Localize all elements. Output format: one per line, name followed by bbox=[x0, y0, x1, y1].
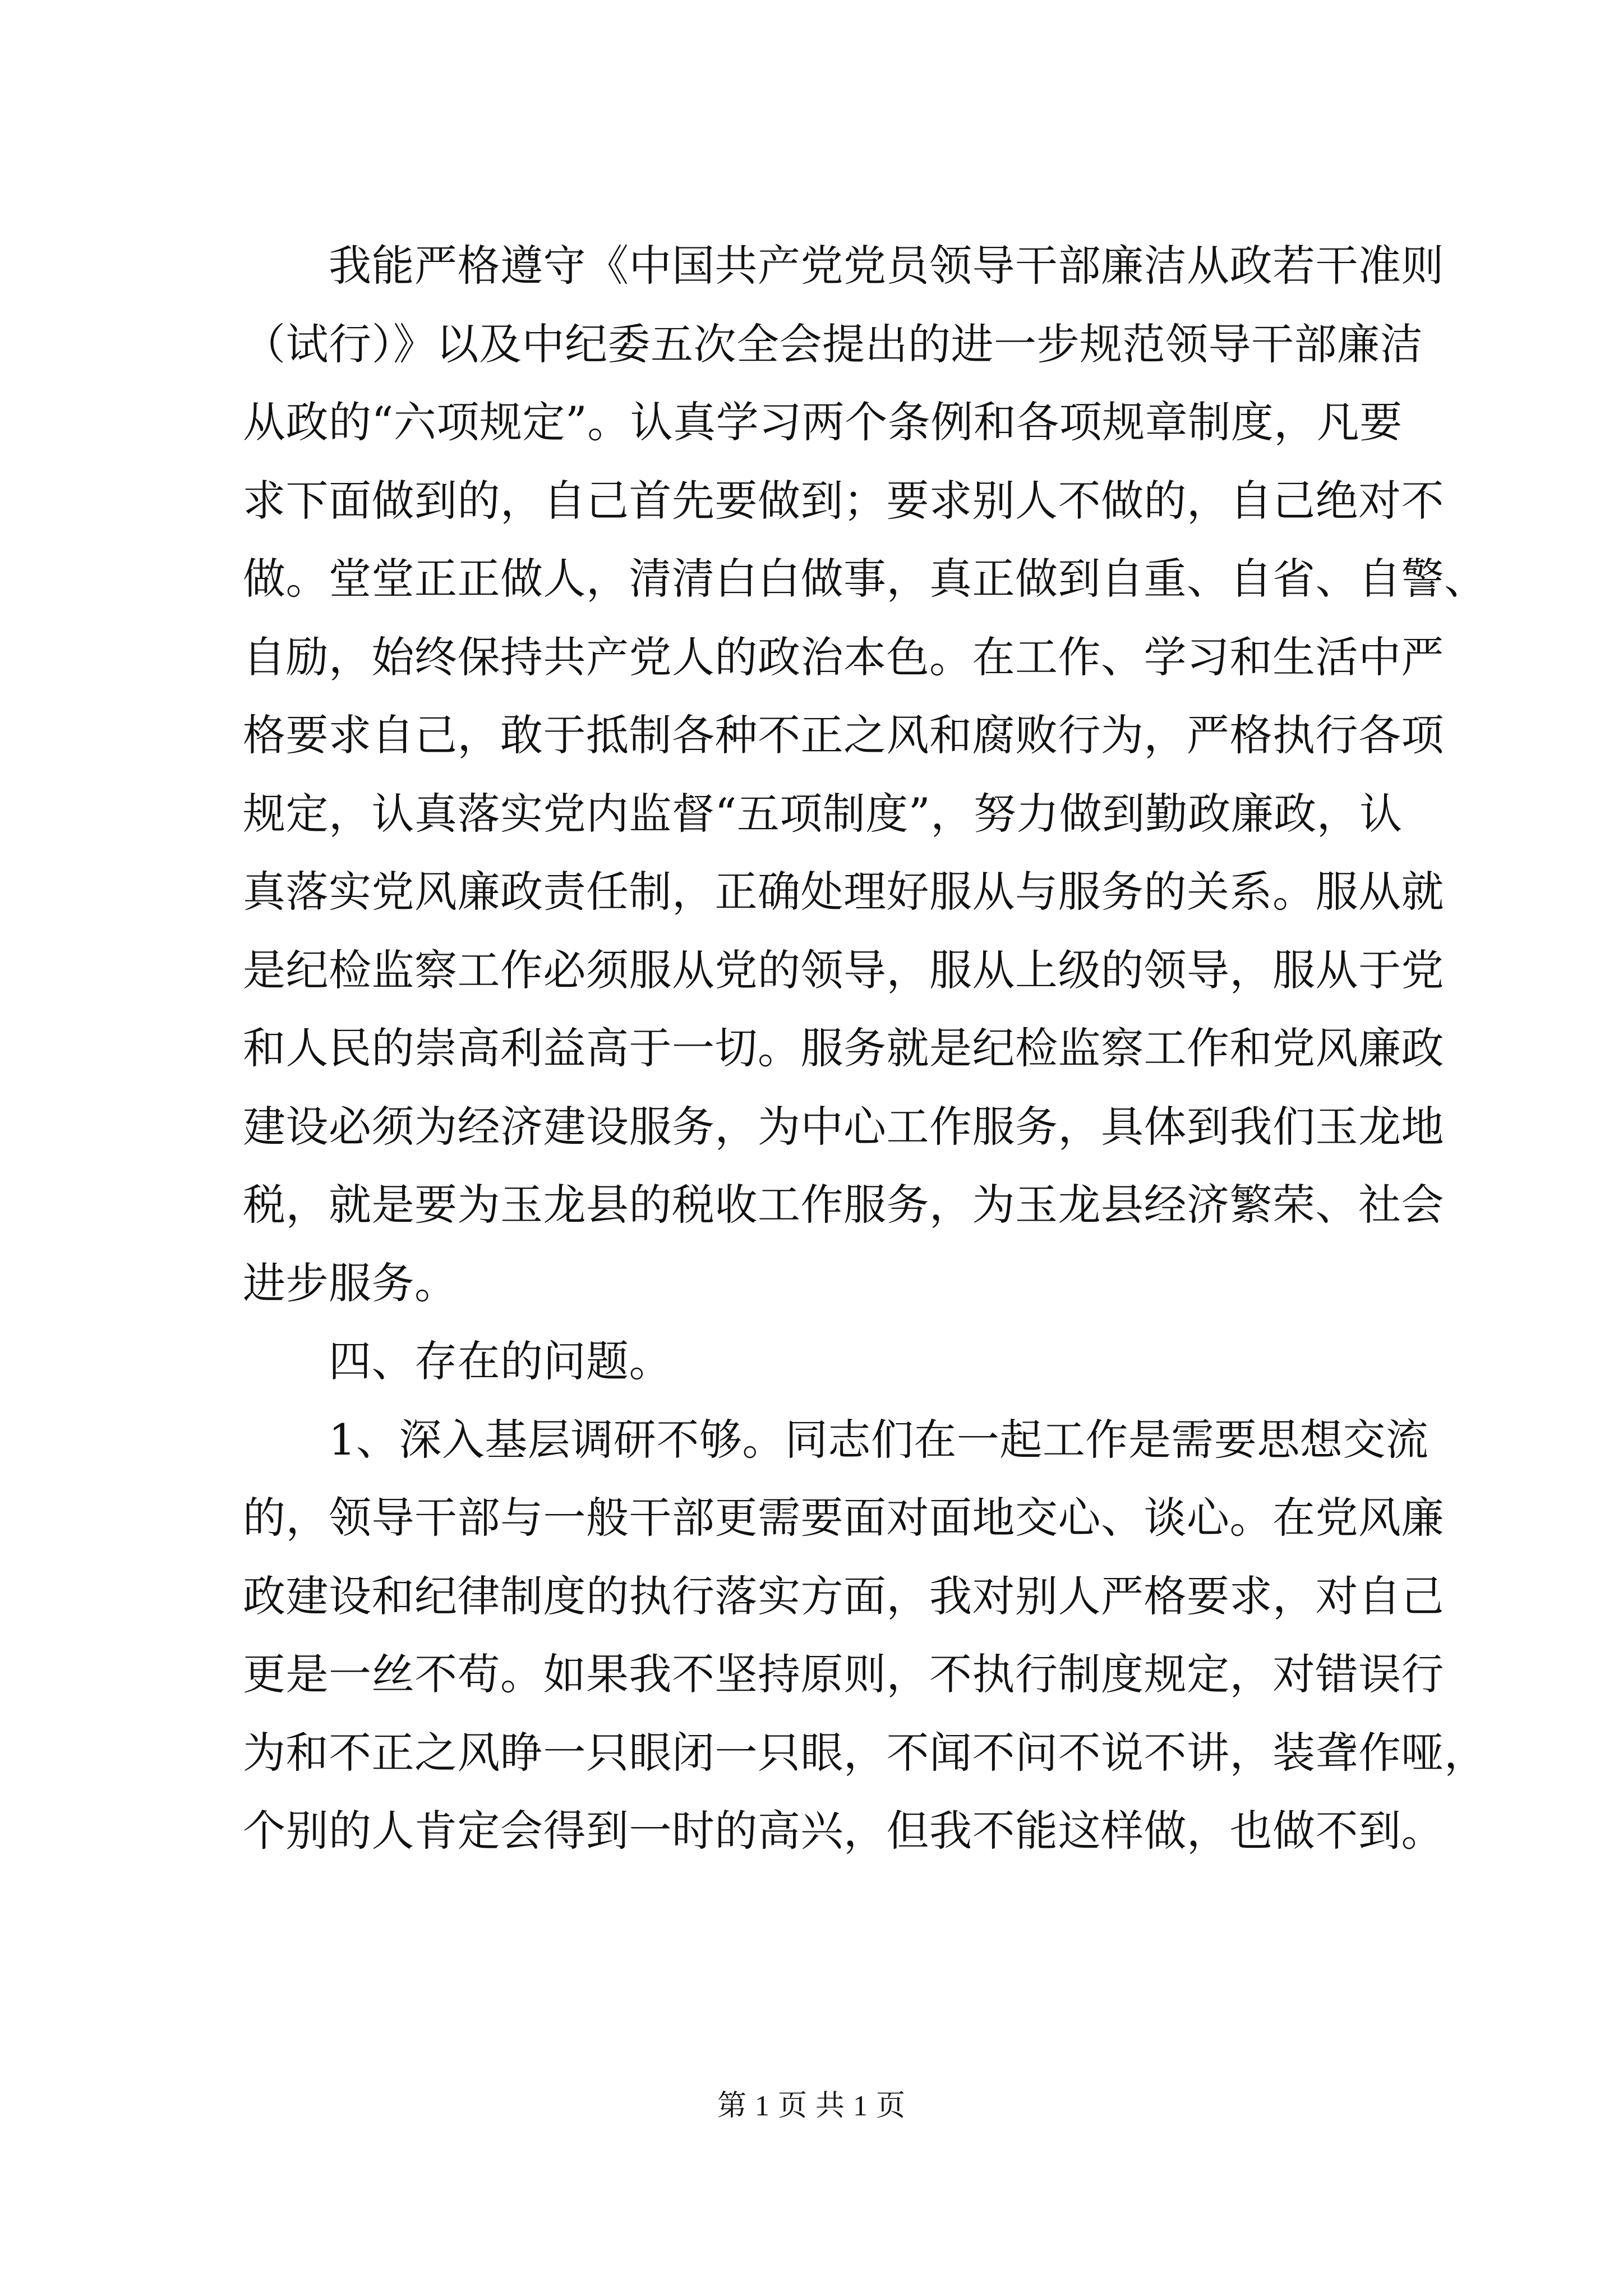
text-line: 政建设和纪律制度的执行落实方面，我对别人严格要求，对自己 bbox=[243, 1571, 1444, 1621]
page-number-footer: 第 1 页 共 1 页 bbox=[717, 2090, 906, 2122]
text-line: 个别的人肯定会得到一时的高兴，但我不能这样做，也做不到。 bbox=[243, 1806, 1444, 1856]
text-line: 从政的“六项规定”。认真学习两个条例和各项规章制度，凡要 bbox=[243, 397, 1403, 447]
text-line: 求下面做到的，自己首先要做到；要求别人不做的，自己绝对不 bbox=[243, 475, 1444, 526]
text-line: 进步服务。 bbox=[243, 1258, 458, 1308]
text-line: 是纪检监察工作必须服从党的领导，服从上级的领导，服从于党 bbox=[243, 945, 1444, 995]
text-line: 的，领导干部与一般干部更需要面对面地交心、谈心。在党风廉 bbox=[243, 1493, 1444, 1543]
text-line: （试行）》以及中纪委五次全会提出的进一步规范领导干部廉洁 bbox=[243, 319, 1423, 369]
text-line: 自励，始终保持共产党人的政治本色。在工作、学习和生活中严 bbox=[243, 632, 1444, 682]
text-line: 税，就是要为玉龙县的税收工作服务，为玉龙县经济繁荣、社会 bbox=[243, 1180, 1444, 1230]
text-line: 我能严格遵守《中国共产党党员领导干部廉洁从政若干准则 bbox=[243, 241, 1444, 291]
text-line: 格要求自己，敢于抵制各种不正之风和腐败行为，严格执行各项 bbox=[243, 710, 1444, 760]
text-line: 做。堂堂正正做人，清清白白做事，真正做到自重、自省、自警、 bbox=[243, 554, 1487, 604]
text-line: 规定，认真落实党内监督“五项制度”，努力做到勤政廉政，认 bbox=[243, 788, 1403, 839]
text-line: 1、深入基层调研不够。同志们在一起工作是需要思想交流 bbox=[243, 1414, 1429, 1465]
section-heading: 四、存在的问题。 bbox=[243, 1336, 672, 1386]
text-line: 为和不正之风睁一只眼闭一只眼，不闻不问不说不讲，装聋作哑， bbox=[243, 1727, 1487, 1778]
text-line: 真落实党风廉政责任制，正确处理好服从与服务的关系。服从就 bbox=[243, 867, 1444, 917]
text-line: 更是一丝不苟。如果我不坚持原则，不执行制度规定，对错误行 bbox=[243, 1649, 1444, 1699]
text-line: 和人民的崇高利益高于一切。服务就是纪检监察工作和党风廉政 bbox=[243, 1023, 1444, 1073]
text-line: 建设必须为经济建设服务，为中心工作服务，具体到我们玉龙地 bbox=[243, 1101, 1444, 1152]
document-body bbox=[243, 227, 1487, 1870]
